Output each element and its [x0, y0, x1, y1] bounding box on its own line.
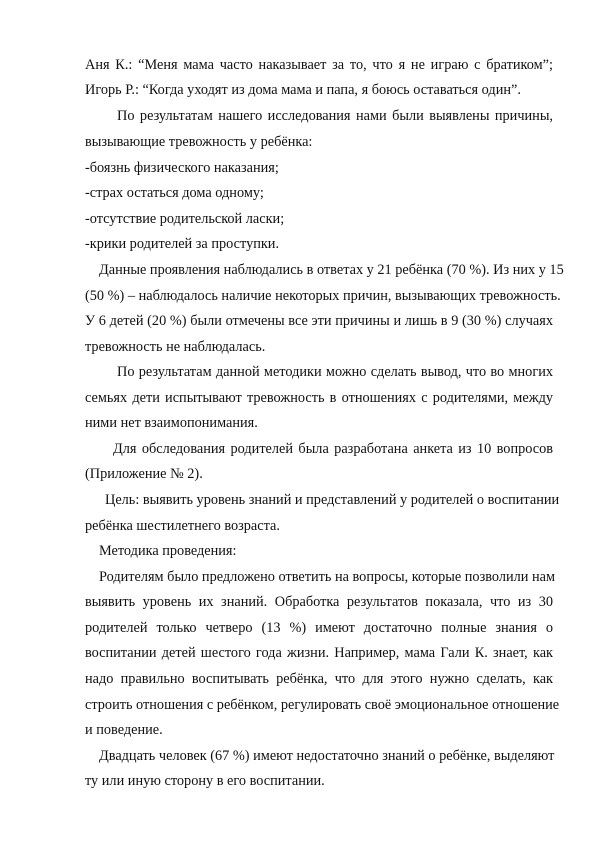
text-line: ними нет взаимопонимания. [85, 415, 258, 431]
text-line: У 6 детей (20 %) были отмечены все эти причины и лишь в 9 (30 %) случаях [85, 313, 553, 329]
text-line: семьях дети испытывают тревожность в отношениях с родителями, между [85, 390, 553, 406]
section-heading: Методика проведения: [99, 543, 237, 559]
text-line: (50 %) – наблюдалось наличие некоторых причин, вызывающих тревожность. [85, 288, 561, 304]
text-line: родителей только четверо (13 %) имеют достаточно полные знания о [85, 620, 553, 636]
paragraph-first-line: Данные проявления наблюдались в ответах у 21 ребёнка (70 %). Из них у 15 [99, 262, 564, 278]
text-line: тревожность не наблюдалась. [85, 339, 266, 355]
list-item: -страх остаться дома одному; [85, 185, 264, 201]
text-line: строить отношения с ребёнком, регулировать своё эмоциональное отношение [85, 697, 560, 713]
paragraph-first-line: По результатам нашего исследования нами были выявлены причины, [117, 108, 553, 124]
text-line: ребёнка шестилетнего возраста. [85, 518, 280, 534]
list-item: -отсутствие родительской ласки; [85, 211, 285, 227]
paragraph-first-line: Цель: выявить уровень знаний и представлений у родителей о воспитании [105, 492, 560, 508]
paragraph-first-line: Родителям было предложено ответить на вопросы, которые позволили нам [99, 569, 556, 585]
list-item: -крики родителей за проступки. [85, 236, 280, 252]
list-item: -боязнь физического наказания; [85, 160, 279, 176]
paragraph-first-line: По результатам данной методики можно сделать вывод, что во многих [117, 364, 553, 380]
text-line: вызывающие тревожность у ребёнка: [85, 134, 313, 150]
text-line: ту или иную сторону в его воспитании. [85, 773, 325, 789]
paragraph-first-line: Двадцать человек (67 %) имеют недостаточно знаний о ребёнке, выделяют [99, 748, 555, 764]
text-line: и поведение. [85, 722, 163, 738]
text-line: выявить уровень их знаний. Обработка результатов показала, что из 30 [85, 594, 553, 610]
paragraph-first-line: Для обследования родителей была разработана анкета из 10 вопросов [113, 441, 553, 457]
text-line: воспитании детей шестого года жизни. Например, мама Гали К. знает, как [85, 645, 553, 661]
text-line: Аня К.: “Меня мама часто наказывает за то, что я не играю с братиком”; [85, 57, 553, 73]
text-line: (Приложение № 2). [85, 466, 203, 482]
text-line: надо правильно воспитывать ребёнка, что для этого нужно сделать, как [85, 671, 553, 687]
text-line: Игорь Р.: “Когда уходят из дома мама и папа, я боюсь оставаться один”. [85, 82, 521, 98]
